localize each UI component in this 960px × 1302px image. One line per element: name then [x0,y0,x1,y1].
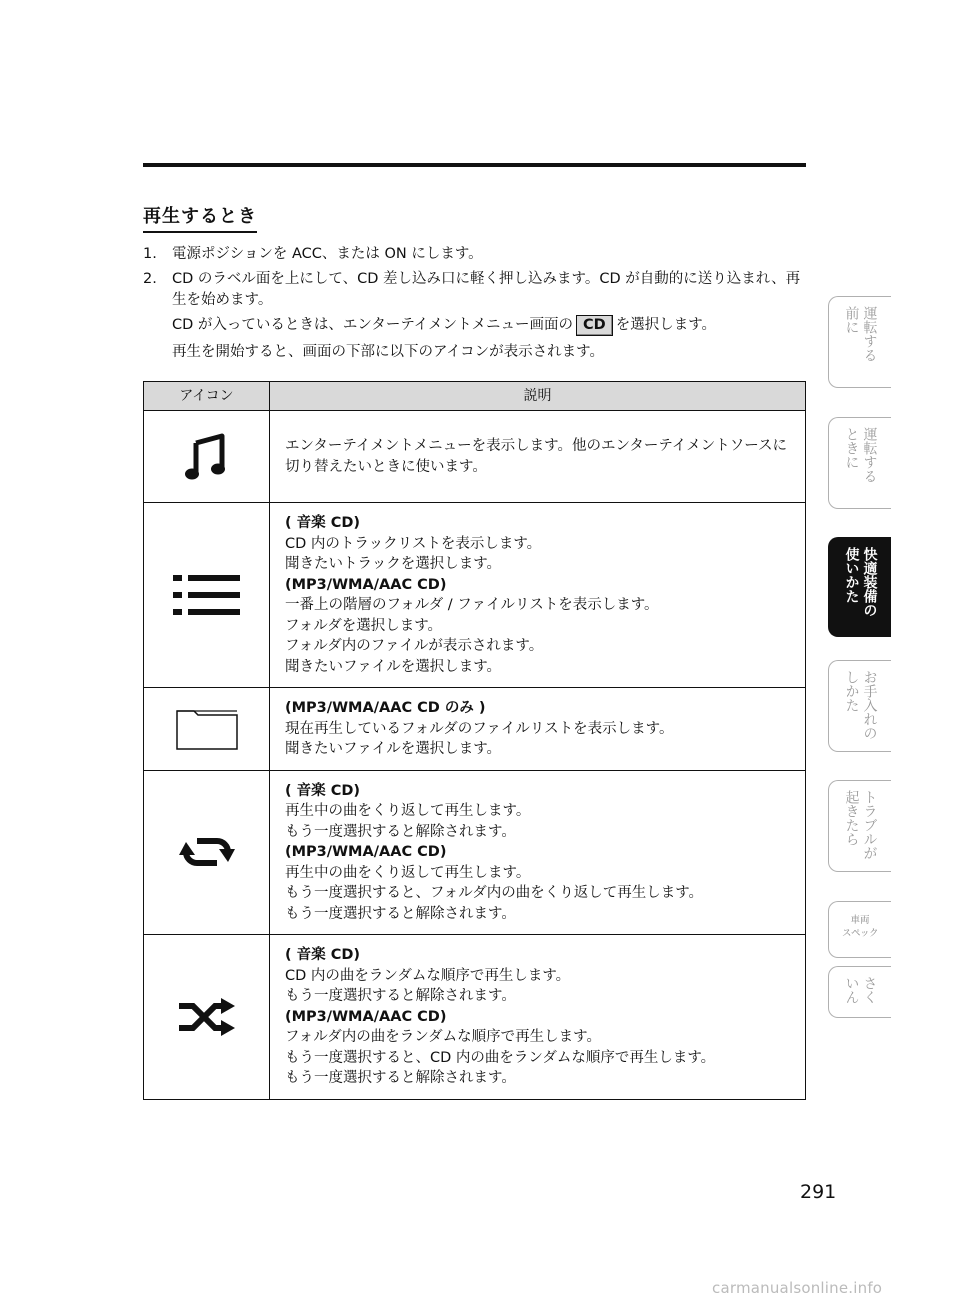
description-heading: ( 音楽 CD) [285,515,361,531]
table-row [144,935,806,1100]
tab-label: 運転する [861,427,878,483]
tab-label: 前に [843,306,860,334]
icon-cell [144,503,270,688]
header-description: 説明 [270,382,806,411]
tab-label: 快適装備の [861,547,878,617]
description-line: 現在再生しているフォルダのファイルリストを表示します。 [285,720,674,737]
tab-label: お手入れの [861,670,878,740]
description-line: フォルダ内のファイルが表示されます。 [285,638,544,654]
description-line: 再生中の曲をくり返して再生します。 [285,864,531,881]
table-row [144,688,806,771]
side-tab-while-driving[interactable] [828,417,891,509]
description-cell [270,688,806,771]
description-heading: (MP3/WMA/AAC CD) [285,844,447,860]
side-tab-specifications[interactable] [828,901,891,958]
description-heading: (MP3/WMA/AAC CD のみ ) [285,700,486,716]
page-number: 291 [800,1181,837,1203]
description-line: 一番上の階層のフォルダ / ファイルリストを表示します。 [285,597,659,613]
description-line: もう一度選択すると、CD 内の曲をランダムな順序で再生します。 [285,1049,716,1066]
description-line: 再生中の曲をくり返して再生します。 [285,803,531,819]
icon-cell [144,770,270,935]
description-line: 聞きたいファイルを選択します。 [285,658,502,675]
table-header-row [144,382,806,411]
tab-label: 起きたら [843,790,860,846]
description-cell [270,770,806,935]
tab-label: 使いかた [843,547,860,603]
note-text: CD が入っているときは、エンターテイメントメニュー画面の [172,317,574,333]
table-row [144,503,806,688]
side-tab-comfort-features[interactable] [828,537,891,637]
description-cell [270,935,806,1100]
table-row [144,411,806,503]
description-line: エンターテイメントメニューを表示します。他のエンターテイメントソースに切り替えたいときに使います。 [285,438,787,475]
note-cd-key [172,315,813,336]
icon-cell [144,935,270,1100]
description-heading: ( 音楽 CD) [285,947,361,963]
step-1 [143,244,813,265]
watermark: carmanualsonline.info [712,1279,883,1297]
section-title: 再生するとき [143,205,257,233]
header-icon: アイコン [144,382,270,411]
shuffle-icon [177,998,237,1036]
description-line: もう一度選択すると解除されます。 [285,823,516,840]
tab-label: さく [861,976,878,1004]
step-number: 2. [143,271,157,287]
description-heading: ( 音楽 CD) [285,782,361,799]
tab-label: しかた [843,670,860,712]
icon-cell [144,688,270,771]
side-tab-troubleshooting[interactable] [828,780,891,872]
step-number: 1. [143,246,157,262]
folder-icon [176,708,238,750]
tab-label: ときに [843,427,860,469]
tab-label: スペック [841,928,878,939]
description-line: もう一度選択すると解除されます。 [285,1070,516,1086]
description-heading: (MP3/WMA/AAC CD) [285,1008,447,1025]
icon-cell [144,411,270,503]
repeat-icon [179,833,235,871]
side-tab-before-driving[interactable] [828,296,891,388]
side-tab-index[interactable] [828,966,891,1018]
description-line: 聞きたいトラックを選択します。 [285,556,502,572]
description-line: CD 内のトラックリストを表示します。 [285,535,542,552]
note-icons: 再生を開始すると、画面の下部に以下のアイコンが表示されます。 [172,344,604,360]
description-cell [270,411,806,503]
tab-label: 運転する [861,306,878,362]
side-tab-maintenance[interactable] [828,660,891,752]
cd-key-label: CD [576,315,613,336]
description-line: フォルダ内の曲をランダムな順序で再生します。 [285,1029,601,1045]
track-list-icon [173,574,241,616]
note-text: を選択します。 [615,317,717,333]
description-cell [270,503,806,688]
description-line: もう一度選択すると、フォルダ内の曲をくり返して再生します。 [285,885,704,901]
description-line: CD 内の曲をランダムな順序で再生します。 [285,967,571,984]
tab-label: 車両 [850,915,870,926]
description-line: 聞きたいファイルを選択します。 [285,741,502,757]
description-line: もう一度選択すると解除されます。 [285,988,516,1004]
music-note-icon [184,433,230,481]
step-2 [143,269,813,311]
description-line: もう一度選択すると解除されます。 [285,905,516,922]
tab-label: いん [843,976,860,1004]
step-text: CD のラベル面を上にして、CD 差し込み口に軽く押し込みます。CD が自動的に送り込まれ、再生を始めます。 [172,271,801,308]
description-heading: (MP3/WMA/AAC CD) [285,576,447,593]
steps [143,244,813,369]
description-line: フォルダを選択します。 [285,617,443,634]
tab-label: トラブルが [861,790,878,860]
table-row [144,770,806,935]
icon-table [143,381,806,1100]
top-rule [143,163,806,167]
step-text: 電源ポジションを ACC、または ON にします。 [172,246,483,262]
